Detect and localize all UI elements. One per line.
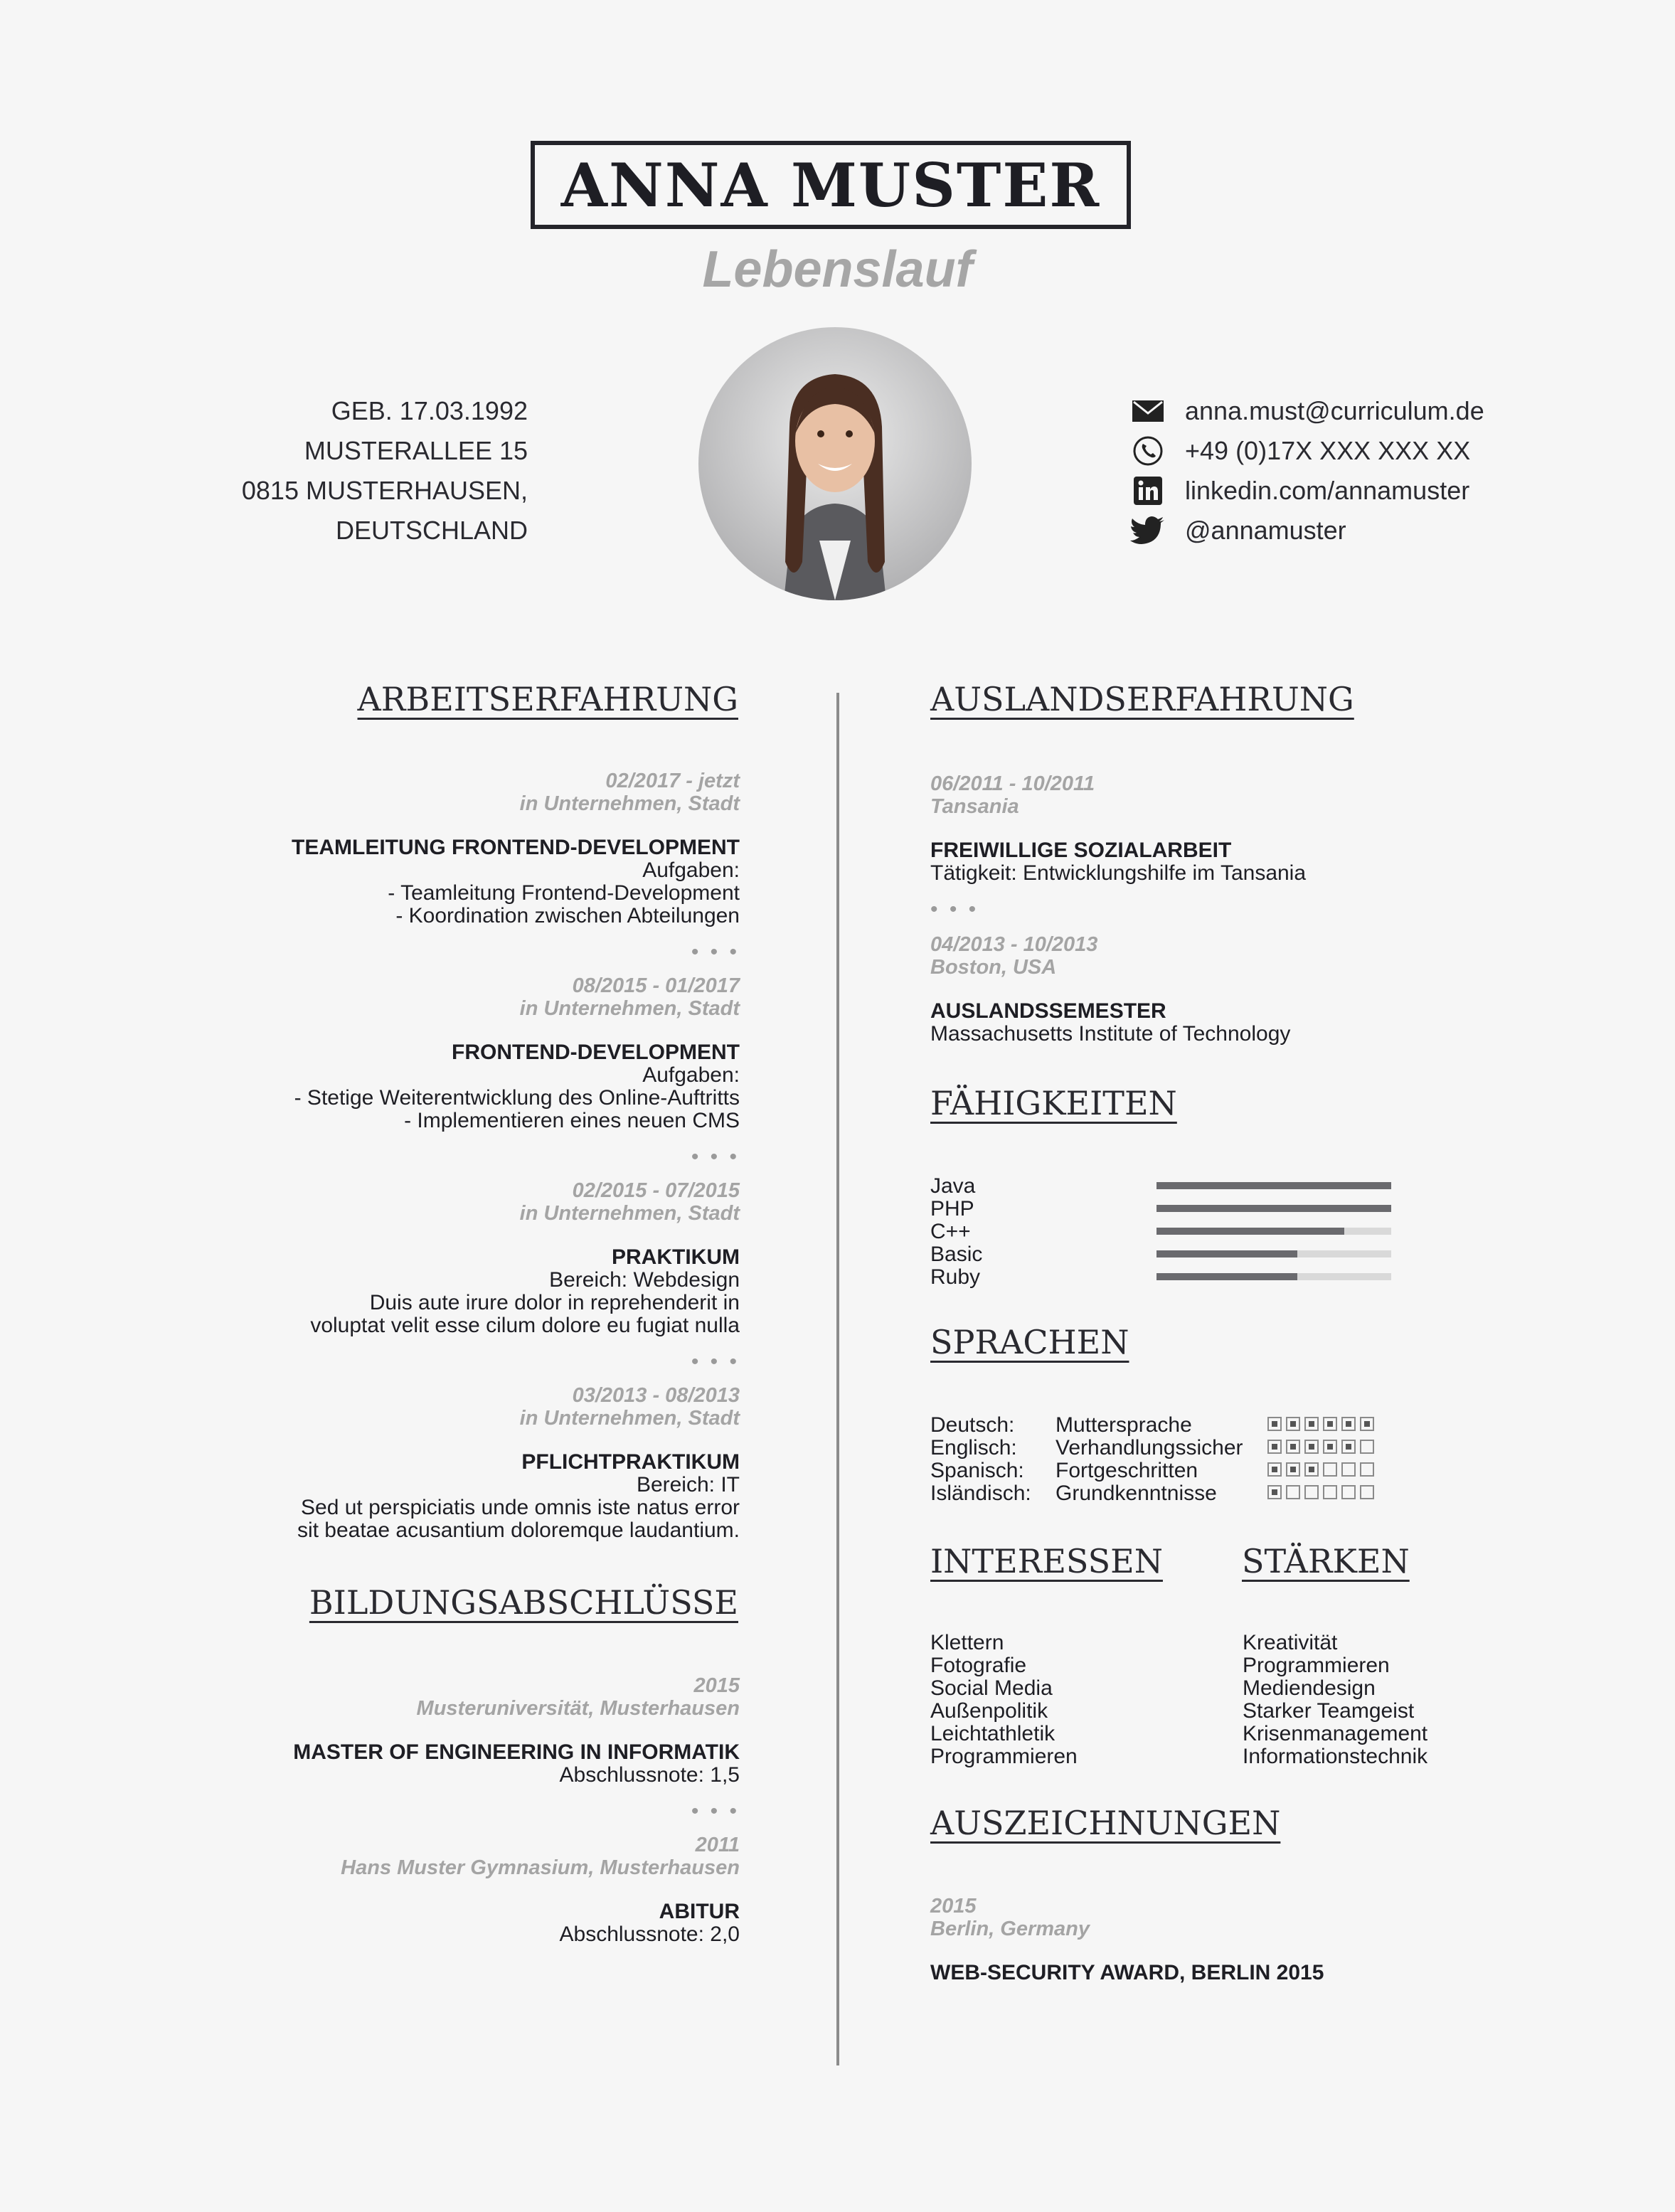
language-level: Muttersprache: [1055, 1413, 1192, 1437]
education-entry: [341, 1834, 740, 1946]
twitter-text: @annamuster: [1185, 516, 1346, 545]
education-entry: [293, 1674, 740, 1787]
section-heading-strengths: STÄRKEN: [1242, 1542, 1410, 1580]
skill-name: PHP: [930, 1197, 974, 1221]
entry-title: WEB-SECURITY AWARD, BERLIN 2015: [930, 1961, 1324, 1984]
list-item: Kreativität: [1243, 1631, 1338, 1654]
rating-square-empty: [1360, 1440, 1374, 1454]
language-rating: [1267, 1485, 1374, 1499]
address-street: MUSTERALLEE 15: [304, 436, 528, 465]
entry-title: AUSLANDSSEMESTER: [930, 999, 1166, 1023]
twitter-icon: [1129, 515, 1166, 546]
entry-date: 06/2011 - 10/2011: [930, 772, 1095, 795]
entry-line: - Implementieren eines neuen CMS: [404, 1109, 740, 1132]
language-row: [930, 1459, 1442, 1482]
phone-icon: [1129, 435, 1166, 467]
skill-bar-fill: [1156, 1250, 1297, 1257]
rating-square-filled: [1304, 1440, 1319, 1454]
award-entry: [930, 1895, 1324, 1984]
rating-square-filled: [1267, 1440, 1282, 1454]
work-entry: [294, 974, 740, 1132]
work-entry: [297, 1384, 740, 1542]
skill-name: Java: [930, 1174, 976, 1198]
entry-line: Duis aute irure dolor in reprehenderit in: [369, 1291, 740, 1314]
language-row: [930, 1437, 1442, 1459]
section-heading-abroad: AUSLANDSERFAHRUNG: [930, 680, 1354, 718]
rating-square-empty: [1323, 1485, 1337, 1499]
language-level: Fortgeschritten: [1055, 1459, 1198, 1482]
entry-line: Abschlussnote: 1,5: [559, 1763, 740, 1787]
rating-square-filled: [1267, 1462, 1282, 1477]
rating-square-filled: [1323, 1440, 1337, 1454]
entry-line: Abschlussnote: 2,0: [559, 1923, 740, 1946]
strengths-list: [1243, 1632, 1427, 1768]
entry-place: Berlin, Germany: [930, 1918, 1090, 1940]
entry-title: MASTER OF ENGINEERING IN INFORMATIK: [293, 1740, 740, 1764]
list-item: Mediendesign: [1243, 1676, 1376, 1700]
entry-line: voluptat velit esse cilum dolore eu fugiat nulla: [310, 1314, 740, 1337]
work-entry: [310, 1179, 740, 1337]
rating-square-empty: [1341, 1485, 1356, 1499]
language-rating: [1267, 1440, 1374, 1454]
language-rating: [1267, 1417, 1374, 1431]
rating-square-filled: [1286, 1440, 1300, 1454]
list-item: Fotografie: [930, 1654, 1027, 1677]
rating-square-filled: [1360, 1417, 1374, 1431]
skill-name: C++: [930, 1220, 971, 1243]
abroad-entry: [930, 772, 1306, 885]
entry-place: Hans Muster Gymnasium, Musterhausen: [341, 1856, 740, 1879]
entry-line: Aufgaben:: [642, 858, 740, 882]
language-name: Deutsch:: [930, 1413, 1015, 1437]
rating-square-filled: [1286, 1417, 1300, 1431]
entry-line: Tätigkeit: Entwicklungshilfe im Tansania: [930, 861, 1307, 885]
entry-line: Bereich: IT: [636, 1473, 740, 1496]
rating-square-empty: [1286, 1485, 1300, 1499]
separator-dots: • • •: [930, 898, 979, 921]
entry-place: Musteruniversität, Musterhausen: [416, 1697, 740, 1720]
list-item: Starker Teamgeist: [1243, 1699, 1415, 1723]
entry-place: Boston, USA: [930, 956, 1057, 979]
skill-bar: [1156, 1250, 1391, 1257]
language-level: Verhandlungssicher: [1055, 1436, 1243, 1459]
list-item: Programmieren: [930, 1745, 1078, 1768]
entry-date: 2011: [695, 1834, 740, 1856]
contact-twitter[interactable]: [1129, 511, 1484, 551]
rating-square-filled: [1304, 1462, 1319, 1477]
language-name: Isländisch:: [930, 1482, 1031, 1505]
section-heading-languages: SPRACHEN: [930, 1323, 1129, 1361]
personal-info: [242, 391, 528, 551]
rating-square-empty: [1341, 1462, 1356, 1477]
skill-bar-fill: [1156, 1273, 1297, 1280]
entry-line: sit beatae acusantium doloremque laudantium.: [297, 1519, 740, 1542]
skill-name: Basic: [930, 1243, 983, 1266]
section-heading-skills: FÄHIGKEITEN: [930, 1084, 1177, 1122]
section-heading-work: ARBEITSERFAHRUNG: [357, 680, 738, 718]
list-item: Klettern: [930, 1631, 1004, 1654]
skill-bar-fill: [1156, 1205, 1391, 1212]
entry-place: in Unternehmen, Stadt: [519, 1202, 740, 1225]
language-row: [930, 1482, 1442, 1505]
rating-square-filled: [1341, 1440, 1356, 1454]
contact-phone[interactable]: [1129, 431, 1484, 471]
rating-square-filled: [1323, 1417, 1337, 1431]
address-city: 0815 MUSTERHAUSEN,: [241, 476, 528, 505]
rating-square-filled: [1304, 1417, 1319, 1431]
abroad-entry: [930, 933, 1290, 1046]
rating-square-empty: [1323, 1462, 1337, 1477]
separator-dots: • • •: [691, 1350, 740, 1373]
contact-email[interactable]: [1129, 391, 1484, 431]
interests-list: [930, 1632, 1078, 1768]
address-country: DEUTSCHLAND: [335, 516, 528, 545]
entry-date: 03/2013 - 08/2013: [572, 1384, 740, 1407]
linkedin-text: linkedin.com/annamuster: [1185, 476, 1470, 505]
name-title: ANNA MUSTER: [531, 141, 1131, 229]
phone-text: +49 (0)17X XXX XXX XX: [1185, 436, 1471, 465]
entry-title: PRAKTIKUM: [612, 1245, 740, 1269]
list-item: Leichtathletik: [930, 1722, 1055, 1745]
rating-square-empty: [1360, 1462, 1374, 1477]
work-entry: [292, 770, 740, 927]
skill-bar-fill: [1156, 1182, 1391, 1189]
entry-title: FRONTEND-DEVELOPMENT: [452, 1041, 740, 1064]
entry-line: - Koordination zwischen Abteilungen: [395, 904, 740, 927]
entry-line: Bereich: Webdesign: [549, 1268, 740, 1292]
entry-title: TEAMLEITUNG FRONTEND-DEVELOPMENT: [292, 836, 740, 859]
skill-name: Ruby: [930, 1265, 981, 1289]
rating-square-empty: [1360, 1485, 1374, 1499]
document-subtitle: Lebenslauf: [702, 241, 973, 298]
entry-date: 02/2015 - 07/2015: [572, 1179, 740, 1202]
entry-place: in Unternehmen, Stadt: [519, 792, 740, 815]
language-name: Englisch:: [930, 1436, 1017, 1459]
skill-bar: [1156, 1228, 1391, 1235]
skill-bar: [1156, 1205, 1391, 1212]
entry-line: - Teamleitung Frontend-Development: [388, 881, 740, 905]
entry-line: Aufgaben:: [642, 1063, 740, 1087]
contact-info: [1129, 391, 1484, 551]
section-heading-education: BILDUNGSABSCHLÜSSE: [309, 1583, 738, 1622]
linkedin-icon: [1129, 475, 1166, 506]
entry-title: FREIWILLIGE SOZIALARBEIT: [930, 839, 1232, 862]
rating-square-filled: [1267, 1417, 1282, 1431]
language-name: Spanisch:: [930, 1459, 1024, 1482]
birth-date: GEB. 17.03.1992: [331, 396, 528, 425]
profile-photo: [698, 327, 972, 600]
contact-linkedin[interactable]: [1129, 471, 1484, 511]
entry-place: in Unternehmen, Stadt: [519, 997, 740, 1020]
entry-date: 2015: [693, 1674, 740, 1697]
entry-date: 04/2013 - 10/2013: [930, 933, 1098, 956]
rating-square-filled: [1341, 1417, 1356, 1431]
entry-line: Sed ut perspiciatis unde omnis iste natus error: [301, 1496, 740, 1519]
language-level: Grundkenntnisse: [1055, 1482, 1217, 1505]
skill-bar-fill: [1156, 1228, 1344, 1235]
email-text: anna.must@curriculum.de: [1185, 396, 1484, 425]
entry-line: Massachusetts Institute of Technology: [930, 1022, 1291, 1046]
entry-line: - Stetige Weiterentwicklung des Online-Auftritts: [294, 1086, 740, 1110]
list-item: Außenpolitik: [930, 1699, 1048, 1723]
list-item: Programmieren: [1243, 1654, 1390, 1677]
language-rating: [1267, 1462, 1374, 1477]
column-divider: [836, 693, 839, 2065]
entry-title: PFLICHTPRAKTIKUM: [521, 1450, 740, 1474]
section-heading-interests: INTERESSEN: [930, 1542, 1163, 1580]
entry-date: 2015: [930, 1895, 977, 1918]
envelope-icon: [1129, 395, 1166, 427]
separator-dots: • • •: [691, 1145, 740, 1169]
rating-square-filled: [1267, 1485, 1282, 1499]
entry-place: Tansania: [930, 795, 1019, 818]
list-item: Social Media: [930, 1676, 1053, 1700]
entry-date: 02/2017 - jetzt: [605, 770, 740, 792]
skill-bar: [1156, 1273, 1391, 1280]
rating-square-empty: [1304, 1485, 1319, 1499]
entry-title: ABITUR: [659, 1900, 740, 1923]
separator-dots: • • •: [691, 1799, 740, 1823]
language-row: [930, 1414, 1442, 1437]
separator-dots: • • •: [691, 940, 740, 964]
entry-place: in Unternehmen, Stadt: [519, 1407, 740, 1430]
list-item: Informationstechnik: [1243, 1745, 1428, 1768]
rating-square-filled: [1286, 1462, 1300, 1477]
skill-bar: [1156, 1182, 1391, 1189]
section-heading-awards: AUSZEICHNUNGEN: [930, 1804, 1281, 1842]
list-item: Krisenmanagement: [1243, 1722, 1428, 1745]
entry-date: 08/2015 - 01/2017: [572, 974, 740, 997]
